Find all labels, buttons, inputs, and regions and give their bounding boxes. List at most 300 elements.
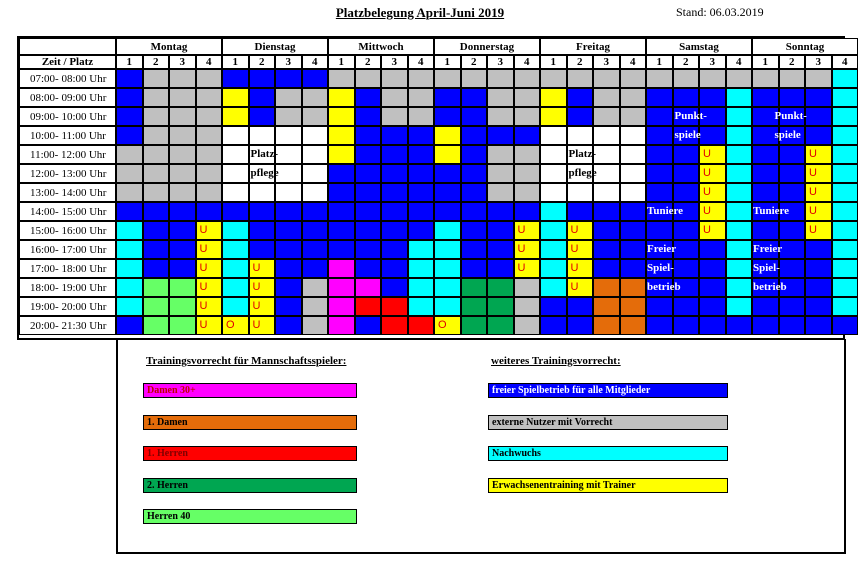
slot-cell[interactable] <box>673 202 700 221</box>
slot-cell[interactable] <box>381 297 408 316</box>
slot-cell[interactable] <box>805 297 832 316</box>
slot-cell[interactable] <box>593 221 620 240</box>
slot-cell[interactable] <box>143 69 170 88</box>
slot-cell[interactable] <box>726 278 753 297</box>
slot-cell[interactable] <box>302 259 329 278</box>
slot-cell[interactable] <box>169 126 196 145</box>
slot-cell[interactable] <box>567 88 594 107</box>
slot-cell[interactable] <box>143 297 170 316</box>
slot-cell[interactable] <box>434 240 461 259</box>
slot-cell[interactable] <box>196 126 223 145</box>
slot-cell[interactable] <box>593 278 620 297</box>
slot-cell[interactable] <box>355 69 382 88</box>
slot-cell[interactable] <box>434 164 461 183</box>
slot-cell[interactable] <box>752 88 779 107</box>
slot-cell[interactable] <box>726 164 753 183</box>
slot-cell[interactable] <box>143 145 170 164</box>
slot-cell[interactable] <box>673 183 700 202</box>
slot-cell[interactable] <box>540 221 567 240</box>
slot-cell[interactable] <box>726 202 753 221</box>
slot-cell[interactable] <box>593 202 620 221</box>
slot-cell[interactable] <box>620 202 647 221</box>
slot-cell[interactable] <box>646 164 673 183</box>
slot-cell[interactable] <box>779 221 806 240</box>
slot-cell[interactable] <box>646 316 673 335</box>
slot-cell[interactable] <box>646 278 673 297</box>
slot-cell[interactable] <box>805 278 832 297</box>
slot-cell[interactable] <box>540 259 567 278</box>
slot-cell[interactable] <box>487 126 514 145</box>
slot-cell[interactable] <box>275 240 302 259</box>
slot-cell[interactable] <box>275 202 302 221</box>
slot-cell[interactable] <box>726 107 753 126</box>
slot-cell[interactable] <box>832 69 859 88</box>
slot-cell[interactable] <box>593 126 620 145</box>
slot-cell[interactable] <box>461 88 488 107</box>
slot-cell[interactable] <box>752 297 779 316</box>
slot-cell[interactable] <box>355 316 382 335</box>
slot-cell[interactable] <box>593 240 620 259</box>
slot-cell[interactable] <box>673 88 700 107</box>
slot-cell[interactable] <box>646 221 673 240</box>
slot-cell[interactable] <box>514 183 541 202</box>
slot-cell[interactable] <box>540 316 567 335</box>
slot-cell[interactable] <box>408 164 435 183</box>
slot-cell[interactable] <box>222 259 249 278</box>
slot-cell[interactable] <box>620 240 647 259</box>
slot-cell[interactable] <box>381 164 408 183</box>
slot-cell[interactable] <box>355 107 382 126</box>
slot-cell[interactable] <box>116 278 143 297</box>
slot-cell[interactable] <box>726 69 753 88</box>
slot-cell[interactable] <box>593 69 620 88</box>
slot-cell[interactable] <box>249 221 276 240</box>
slot-cell[interactable] <box>646 202 673 221</box>
slot-cell[interactable] <box>196 164 223 183</box>
slot-cell[interactable] <box>593 316 620 335</box>
slot-cell[interactable] <box>673 259 700 278</box>
slot-cell[interactable] <box>328 126 355 145</box>
slot-cell[interactable] <box>514 88 541 107</box>
slot-cell[interactable] <box>143 88 170 107</box>
slot-cell[interactable] <box>249 126 276 145</box>
slot-cell[interactable] <box>196 107 223 126</box>
slot-cell[interactable] <box>752 183 779 202</box>
slot-cell[interactable] <box>567 183 594 202</box>
slot-cell[interactable] <box>275 126 302 145</box>
slot-cell[interactable] <box>434 145 461 164</box>
slot-cell[interactable] <box>620 221 647 240</box>
slot-cell[interactable] <box>222 69 249 88</box>
slot-cell[interactable] <box>487 259 514 278</box>
slot-cell[interactable] <box>275 221 302 240</box>
slot-cell[interactable] <box>143 316 170 335</box>
slot-cell[interactable] <box>832 240 859 259</box>
slot-cell[interactable] <box>328 107 355 126</box>
slot-cell[interactable] <box>434 69 461 88</box>
slot-cell[interactable] <box>832 183 859 202</box>
slot-cell[interactable] <box>726 259 753 278</box>
slot-cell[interactable] <box>461 202 488 221</box>
slot-cell[interactable] <box>328 202 355 221</box>
slot-cell[interactable] <box>646 126 673 145</box>
slot-cell[interactable] <box>328 145 355 164</box>
slot-cell[interactable] <box>620 69 647 88</box>
slot-cell[interactable] <box>779 278 806 297</box>
slot-cell[interactable] <box>514 316 541 335</box>
slot-cell[interactable] <box>116 297 143 316</box>
slot-cell[interactable] <box>832 145 859 164</box>
slot-cell[interactable] <box>461 278 488 297</box>
slot-cell[interactable] <box>461 259 488 278</box>
slot-cell[interactable] <box>408 240 435 259</box>
slot-cell[interactable] <box>593 88 620 107</box>
slot-cell[interactable] <box>381 107 408 126</box>
slot-cell[interactable] <box>487 240 514 259</box>
slot-cell[interactable] <box>381 145 408 164</box>
slot-cell[interactable] <box>487 164 514 183</box>
slot-cell[interactable] <box>779 183 806 202</box>
slot-cell[interactable] <box>222 278 249 297</box>
slot-cell[interactable] <box>302 278 329 297</box>
slot-cell[interactable] <box>593 164 620 183</box>
slot-cell[interactable] <box>699 88 726 107</box>
slot-cell[interactable] <box>196 69 223 88</box>
slot-cell[interactable] <box>673 297 700 316</box>
slot-cell[interactable] <box>408 88 435 107</box>
slot-cell[interactable] <box>355 240 382 259</box>
slot-cell[interactable] <box>408 259 435 278</box>
slot-cell[interactable] <box>381 69 408 88</box>
slot-cell[interactable] <box>381 259 408 278</box>
slot-cell[interactable] <box>461 145 488 164</box>
slot-cell[interactable] <box>143 259 170 278</box>
slot-cell[interactable] <box>116 202 143 221</box>
slot-cell[interactable] <box>222 164 249 183</box>
slot-cell[interactable] <box>673 145 700 164</box>
slot-cell[interactable] <box>805 69 832 88</box>
slot-cell[interactable] <box>540 145 567 164</box>
slot-cell[interactable] <box>275 88 302 107</box>
slot-cell[interactable] <box>699 316 726 335</box>
slot-cell[interactable] <box>832 259 859 278</box>
slot-cell[interactable] <box>328 88 355 107</box>
slot-cell[interactable] <box>779 240 806 259</box>
slot-cell[interactable] <box>567 202 594 221</box>
slot-cell[interactable] <box>434 259 461 278</box>
slot-cell[interactable] <box>567 145 594 164</box>
slot-cell[interactable] <box>461 240 488 259</box>
slot-cell[interactable] <box>540 164 567 183</box>
slot-cell[interactable] <box>646 183 673 202</box>
slot-cell[interactable] <box>487 278 514 297</box>
slot-cell[interactable] <box>646 240 673 259</box>
slot-cell[interactable] <box>381 240 408 259</box>
slot-cell[interactable] <box>302 164 329 183</box>
slot-cell[interactable] <box>222 126 249 145</box>
slot-cell[interactable] <box>169 183 196 202</box>
slot-cell[interactable] <box>275 183 302 202</box>
slot-cell[interactable] <box>779 88 806 107</box>
slot-cell[interactable] <box>381 126 408 145</box>
slot-cell[interactable] <box>487 202 514 221</box>
slot-cell[interactable] <box>434 202 461 221</box>
slot-cell[interactable] <box>169 69 196 88</box>
slot-cell[interactable] <box>116 126 143 145</box>
slot-cell[interactable] <box>620 107 647 126</box>
slot-cell[interactable] <box>381 88 408 107</box>
slot-cell[interactable] <box>646 297 673 316</box>
slot-cell[interactable] <box>540 88 567 107</box>
slot-cell[interactable] <box>461 297 488 316</box>
slot-cell[interactable] <box>726 221 753 240</box>
slot-cell[interactable] <box>275 145 302 164</box>
slot-cell[interactable] <box>646 88 673 107</box>
slot-cell[interactable] <box>355 278 382 297</box>
slot-cell[interactable] <box>116 88 143 107</box>
slot-cell[interactable] <box>328 316 355 335</box>
slot-cell[interactable] <box>620 316 647 335</box>
slot-cell[interactable] <box>673 69 700 88</box>
slot-cell[interactable] <box>116 164 143 183</box>
slot-cell[interactable] <box>699 126 726 145</box>
slot-cell[interactable] <box>249 107 276 126</box>
slot-cell[interactable] <box>355 126 382 145</box>
slot-cell[interactable] <box>302 88 329 107</box>
slot-cell[interactable] <box>328 183 355 202</box>
slot-cell[interactable] <box>143 221 170 240</box>
slot-cell[interactable] <box>620 259 647 278</box>
slot-cell[interactable] <box>381 202 408 221</box>
slot-cell[interactable] <box>540 183 567 202</box>
slot-cell[interactable] <box>169 145 196 164</box>
slot-cell[interactable] <box>461 221 488 240</box>
slot-cell[interactable] <box>302 107 329 126</box>
slot-cell[interactable] <box>355 183 382 202</box>
slot-cell[interactable] <box>302 240 329 259</box>
slot-cell[interactable] <box>567 69 594 88</box>
slot-cell[interactable] <box>249 164 276 183</box>
slot-cell[interactable] <box>832 164 859 183</box>
slot-cell[interactable] <box>646 145 673 164</box>
slot-cell[interactable] <box>540 126 567 145</box>
slot-cell[interactable] <box>699 69 726 88</box>
slot-cell[interactable] <box>726 88 753 107</box>
slot-cell[interactable] <box>514 202 541 221</box>
slot-cell[interactable] <box>302 202 329 221</box>
slot-cell[interactable] <box>487 183 514 202</box>
slot-cell[interactable] <box>408 316 435 335</box>
slot-cell[interactable] <box>514 69 541 88</box>
slot-cell[interactable] <box>673 278 700 297</box>
slot-cell[interactable] <box>752 316 779 335</box>
slot-cell[interactable] <box>461 126 488 145</box>
slot-cell[interactable] <box>408 221 435 240</box>
slot-cell[interactable] <box>779 297 806 316</box>
slot-cell[interactable] <box>302 297 329 316</box>
slot-cell[interactable] <box>726 183 753 202</box>
slot-cell[interactable] <box>328 297 355 316</box>
slot-cell[interactable] <box>646 259 673 278</box>
slot-cell[interactable] <box>593 297 620 316</box>
slot-cell[interactable] <box>487 316 514 335</box>
slot-cell[interactable] <box>646 69 673 88</box>
slot-cell[interactable] <box>355 297 382 316</box>
slot-cell[interactable] <box>514 164 541 183</box>
slot-cell[interactable] <box>540 107 567 126</box>
slot-cell[interactable] <box>620 278 647 297</box>
slot-cell[interactable] <box>514 145 541 164</box>
slot-cell[interactable] <box>699 107 726 126</box>
slot-cell[interactable] <box>726 145 753 164</box>
slot-cell[interactable] <box>196 183 223 202</box>
slot-cell[interactable] <box>726 126 753 145</box>
slot-cell[interactable] <box>302 221 329 240</box>
slot-cell[interactable] <box>434 107 461 126</box>
slot-cell[interactable] <box>461 69 488 88</box>
slot-cell[interactable] <box>328 221 355 240</box>
slot-cell[interactable] <box>726 316 753 335</box>
slot-cell[interactable] <box>222 221 249 240</box>
slot-cell[interactable] <box>832 107 859 126</box>
slot-cell[interactable] <box>540 278 567 297</box>
slot-cell[interactable] <box>726 297 753 316</box>
slot-cell[interactable] <box>355 202 382 221</box>
slot-cell[interactable] <box>487 88 514 107</box>
slot-cell[interactable] <box>275 164 302 183</box>
slot-cell[interactable] <box>381 221 408 240</box>
slot-cell[interactable] <box>620 183 647 202</box>
slot-cell[interactable] <box>593 107 620 126</box>
slot-cell[interactable] <box>434 221 461 240</box>
slot-cell[interactable] <box>408 69 435 88</box>
slot-cell[interactable] <box>249 145 276 164</box>
slot-cell[interactable] <box>673 240 700 259</box>
slot-cell[interactable] <box>752 221 779 240</box>
slot-cell[interactable] <box>832 202 859 221</box>
slot-cell[interactable] <box>222 107 249 126</box>
slot-cell[interactable] <box>620 164 647 183</box>
slot-cell[interactable] <box>381 316 408 335</box>
slot-cell[interactable] <box>222 88 249 107</box>
slot-cell[interactable] <box>779 316 806 335</box>
slot-cell[interactable] <box>620 126 647 145</box>
slot-cell[interactable] <box>779 164 806 183</box>
slot-cell[interactable] <box>143 278 170 297</box>
slot-cell[interactable] <box>249 69 276 88</box>
slot-cell[interactable] <box>116 259 143 278</box>
slot-cell[interactable] <box>779 145 806 164</box>
slot-cell[interactable] <box>461 183 488 202</box>
slot-cell[interactable] <box>328 259 355 278</box>
slot-cell[interactable] <box>832 221 859 240</box>
slot-cell[interactable] <box>143 183 170 202</box>
slot-cell[interactable] <box>275 316 302 335</box>
slot-cell[interactable] <box>487 221 514 240</box>
slot-cell[interactable] <box>805 259 832 278</box>
slot-cell[interactable] <box>169 259 196 278</box>
slot-cell[interactable] <box>222 240 249 259</box>
slot-cell[interactable] <box>752 240 779 259</box>
slot-cell[interactable] <box>355 145 382 164</box>
slot-cell[interactable] <box>275 259 302 278</box>
slot-cell[interactable] <box>514 107 541 126</box>
slot-cell[interactable] <box>832 88 859 107</box>
slot-cell[interactable] <box>593 259 620 278</box>
slot-cell[interactable] <box>328 278 355 297</box>
slot-cell[interactable] <box>355 88 382 107</box>
slot-cell[interactable] <box>196 202 223 221</box>
slot-cell[interactable] <box>779 69 806 88</box>
slot-cell[interactable] <box>169 316 196 335</box>
slot-cell[interactable] <box>593 145 620 164</box>
slot-cell[interactable] <box>752 164 779 183</box>
slot-cell[interactable] <box>726 240 753 259</box>
slot-cell[interactable] <box>514 126 541 145</box>
slot-cell[interactable] <box>302 69 329 88</box>
slot-cell[interactable] <box>143 107 170 126</box>
slot-cell[interactable] <box>752 145 779 164</box>
slot-cell[interactable] <box>302 145 329 164</box>
slot-cell[interactable] <box>699 240 726 259</box>
slot-cell[interactable] <box>673 316 700 335</box>
slot-cell[interactable] <box>355 259 382 278</box>
slot-cell[interactable] <box>805 126 832 145</box>
slot-cell[interactable] <box>752 107 779 126</box>
slot-cell[interactable] <box>408 278 435 297</box>
slot-cell[interactable] <box>752 126 779 145</box>
slot-cell[interactable] <box>805 316 832 335</box>
slot-cell[interactable] <box>169 107 196 126</box>
slot-cell[interactable] <box>116 240 143 259</box>
slot-cell[interactable] <box>249 202 276 221</box>
slot-cell[interactable] <box>169 297 196 316</box>
slot-cell[interactable] <box>408 107 435 126</box>
slot-cell[interactable] <box>169 221 196 240</box>
slot-cell[interactable] <box>434 297 461 316</box>
slot-cell[interactable] <box>673 126 700 145</box>
slot-cell[interactable] <box>222 202 249 221</box>
slot-cell[interactable] <box>249 183 276 202</box>
slot-cell[interactable] <box>143 126 170 145</box>
slot-cell[interactable] <box>779 126 806 145</box>
slot-cell[interactable] <box>699 278 726 297</box>
slot-cell[interactable] <box>169 240 196 259</box>
slot-cell[interactable] <box>116 107 143 126</box>
slot-cell[interactable] <box>752 69 779 88</box>
slot-cell[interactable] <box>779 202 806 221</box>
slot-cell[interactable] <box>805 107 832 126</box>
slot-cell[interactable] <box>673 164 700 183</box>
slot-cell[interactable] <box>196 145 223 164</box>
slot-cell[interactable] <box>673 107 700 126</box>
slot-cell[interactable] <box>408 297 435 316</box>
slot-cell[interactable] <box>355 221 382 240</box>
slot-cell[interactable] <box>832 297 859 316</box>
slot-cell[interactable] <box>540 240 567 259</box>
slot-cell[interactable] <box>487 69 514 88</box>
slot-cell[interactable] <box>116 183 143 202</box>
slot-cell[interactable] <box>752 202 779 221</box>
slot-cell[interactable] <box>805 240 832 259</box>
slot-cell[interactable] <box>832 278 859 297</box>
slot-cell[interactable] <box>355 164 382 183</box>
slot-cell[interactable] <box>408 202 435 221</box>
slot-cell[interactable] <box>593 183 620 202</box>
slot-cell[interactable] <box>434 183 461 202</box>
slot-cell[interactable] <box>567 107 594 126</box>
slot-cell[interactable] <box>434 278 461 297</box>
